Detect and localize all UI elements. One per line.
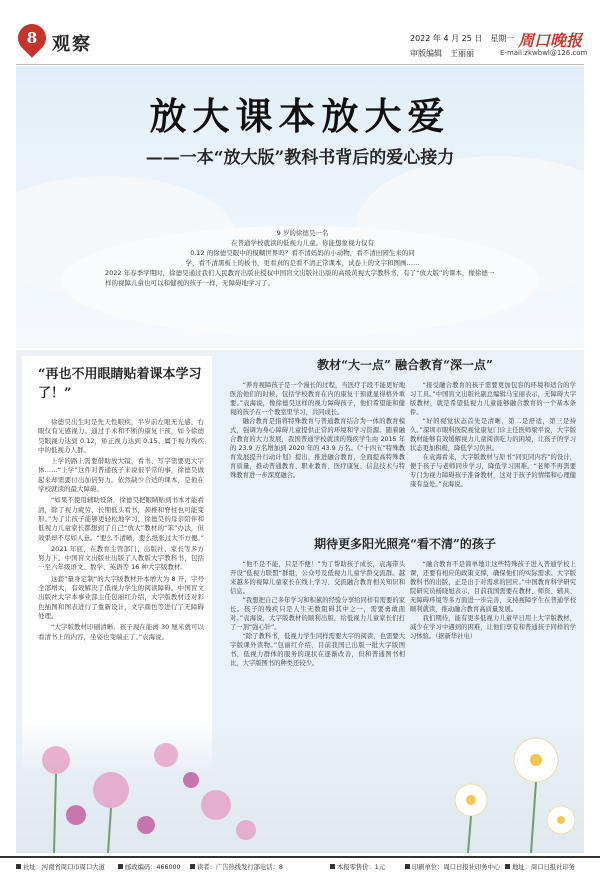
footer-hotline: 读者：广告热线发行部电话：8	[190, 862, 283, 871]
paragraph: “除了教科书，低视力学生同样需要大字的阅读，也需要大字版课外读物。”包丽红介绍，目前我国已出版一批大字版图书，低视力群体的服务的现状在逐渐改善，但和普通图书相比，大字版图书的种类还较少。	[230, 633, 405, 667]
bullet-square-icon	[16, 864, 21, 869]
footer-printer: 印刷单位：周口日报社印务中心	[405, 862, 500, 871]
flower-meadow-illustration	[16, 720, 584, 853]
paragraph: “大字版教材印刷清晰，孩子现在能离 30 厘米就可以看清书上的内容，坐姿也变端正了。”袁海说。	[38, 623, 204, 641]
lead-paragraph	[105, 228, 500, 288]
paragraph: 在袁海看来，大字版教材与原书“同页同内容”的设计，便于孩子与老师同步学习，降低学习困难。“老师不再需要专门为视力障碍孩子准备教材，这对于孩子的情绪和心理健康有益处。”袁海说。	[410, 454, 576, 488]
paragraph: “接受融合教育的孩子需要更加包容的环境和适合的学习工具。”中国盲文出版社副总编辑马宝丽表示，无障碍大字版教材，就是希望低视力儿童能够融合教育的一个基本条件。	[410, 382, 576, 416]
bullet-square-icon	[505, 864, 510, 869]
paragraph: “他不是不能，只是不便！”为了帮助孩子成长，袁海带头开设“低视力联盟”群组，公众号及低视力儿童学龄交流群。越来越多的视障儿童家长在线上学习、交流融合教育相关知识和信息。	[230, 561, 405, 595]
footer-price: 本报零售价：1元	[330, 862, 385, 871]
middle-section-left-text	[230, 381, 405, 521]
lead-line: 2022 年春季学期时，徐德昊通过我们人民教育出版社授权中国盲文出版社出版的高级黄视大字教科书，有了“放大版”的课本，像徐德一样的视障儿童也可以和健视的孩子一样，无障碍地学习了。	[105, 269, 495, 287]
paragraph: 徐德昊出生时是先天性眼疾，半岁前左眼无光感，右眼仅有光感视力。通过手术和不断的康复干预，如今徐德昊眼视力达到 0.12，矫正视力达到 0.15。属于视力残疾中的低视力人群。	[38, 418, 204, 454]
middle-section-right-text	[410, 381, 576, 521]
paragraph: “我想把自己多年学习和积累的经验分享给同样有需要的家长。孩子的残疾只是人生无数阻碍其中之一，需要勇敢面对。”袁海说，大字版教材的顺利出版，给低视力儿童家长们打了一剂“强心针”。	[230, 597, 405, 631]
contact-email: E-mail:zkwbwl@126.com	[500, 49, 588, 57]
paragraph: 上学的路上需要借助放大镜，看书、写字需要更大字体……“上学”这件对普通孩子来说很平常的事，徐德昊做起来却需要付出加倍努力。依然缺少合适的课本，是他在学校就读的最大障碍。	[38, 457, 204, 494]
lead-line: 9 岁的徐德昊一名	[276, 229, 329, 237]
lead-line: 0.12 的徐德昊眼中的模糊世界吗？看不清妈妈的小动物，看不清田园生来的同	[190, 249, 415, 257]
footer-printer-address: 地址：周口日报社印务	[505, 862, 575, 871]
paragraph: 2021 年底，在教育主管部门、出版社、家长等多方努力下，中国盲文出版社出版了人教版大字教科书，包括一至六年级语文、数学、英语等 16 种大字版教材。	[38, 544, 204, 572]
left-column-text	[38, 418, 204, 736]
bullet-square-icon	[330, 864, 335, 869]
section-name: 观察	[52, 34, 92, 55]
footer-bar	[0, 856, 600, 888]
footer-address: 社址：河南省周口市周口大道	[16, 862, 105, 871]
headline-subtitle: ——一本“放大版”教科书背后的爱心接力	[145, 148, 455, 168]
left-column-heading: “再也不用眼睛贴着课本学习了！”	[38, 367, 202, 401]
lead-line: 学，看不清黑板上的板书，更看真的是看不清正常课本，试卷上的文字和图画……	[185, 259, 420, 267]
paragraph: 我们期待，能有更多低视力儿童早日用上大字版教材，减少在学习中遇到的困难，让他们享有和普通孩子同样的学习体验。（据新华社电）	[410, 615, 576, 640]
newspaper-logo: 周口晚报	[518, 31, 583, 50]
header-divider	[16, 64, 584, 65]
lead-line: 在普通学校就读的低视力儿童。你能想象视力仅有	[231, 239, 374, 247]
paragraph: “好的视觉状态首先是清晰，第二是舒适，第三是持久。”深圳市眼科医院视觉康复门诊主任医师梁平说，大字版教材能够有效缓解视力儿童阅读吃力的困境，让孩子的学习状态更加积极，降低学习负担。	[410, 418, 576, 452]
page-number: 8	[26, 29, 38, 47]
bullet-square-icon	[190, 864, 195, 869]
bullet-square-icon	[405, 864, 410, 869]
paragraph: “养育视障孩子是一个漫长的过程，当医疗手段不能更好地医治他们的时候，包括学校教育在内的康复干预就显得格外重要。”袁海说，像徐德昊这样的视力障碍孩子，他们希望能和健视的孩子在一个教室里学习，共同成长。	[230, 382, 405, 416]
lower-section-left-text	[230, 560, 405, 720]
paragraph: 这套“量身定制”的大字版教材开本增大为 8 开，字号全部增大，有效解决了低视力学生的阅读障碍。中国盲文出版社大字本事业部主任包丽红介绍，大字版教材还对彩色插图和图表进行了重新设计，文字颜色等进行了无障碍处理。	[38, 574, 204, 620]
headline-title: 放大课本放大爱	[149, 94, 451, 138]
lower-section-right-text	[410, 560, 576, 720]
middle-section-heading: 教材“大一点” 融合教育“深一点”	[317, 358, 493, 372]
editor-credit: 审版编辑 王丽丽	[410, 49, 474, 58]
bullet-square-icon	[118, 864, 123, 869]
flowers-icon	[16, 720, 584, 853]
paragraph: “如果不使用辅助设备，徐德昊把眼睛贴到书本才能看清，除了视力疲劳，长期低头看书，颈椎和脊柱也可能变形。”为了让孩子能够更轻松地学习，徐德昊的母亲陪伴和低视力儿童家长都想到了自己“放大”教材的“笨”办法，但效果却不尽如人意。“要么不清晰，要么纸张过大不方便。”	[38, 496, 204, 542]
paragraph: “融合教育不是简单地让这些特殊孩子进入普通学校上课，还要有相应的政策支撑，确保他们的实际需求。大字版教科书的出版，正是出于对需求的回应。”中国教育科学研究院研究员杨晓旭表示，目前我国需要在教材、师资、辅具、无障碍环境等多方面进一步完善，支持视障学生在普通学校顺利就读，推动融合教育高质量发展。	[410, 561, 576, 613]
lower-section-heading: 期待更多阳光照亮“看不清”的孩子	[314, 537, 496, 551]
footer-postcode: 邮政编码：466000	[118, 862, 181, 871]
issue-date: 2022 年 4 月 25 日 星期一	[410, 34, 515, 43]
paragraph: 融合教育是指将特殊教育与普通教育结合为一体的教育模式，强调为身心障碍儿童提供正常的环境和学习资源。随着融合教育的大力发展，我国普通学校就读的残疾学生由 2015 年的 23.9 万名增加到 2020 年的 43.9 万名。《“十四五”特殊教育发展提升行动计划》提出，推进融合教育，全面提高特殊教育质量，推动普通教育、职业教育、医疗康复、信息技术与特殊教育进一步深度融合。	[230, 418, 405, 479]
